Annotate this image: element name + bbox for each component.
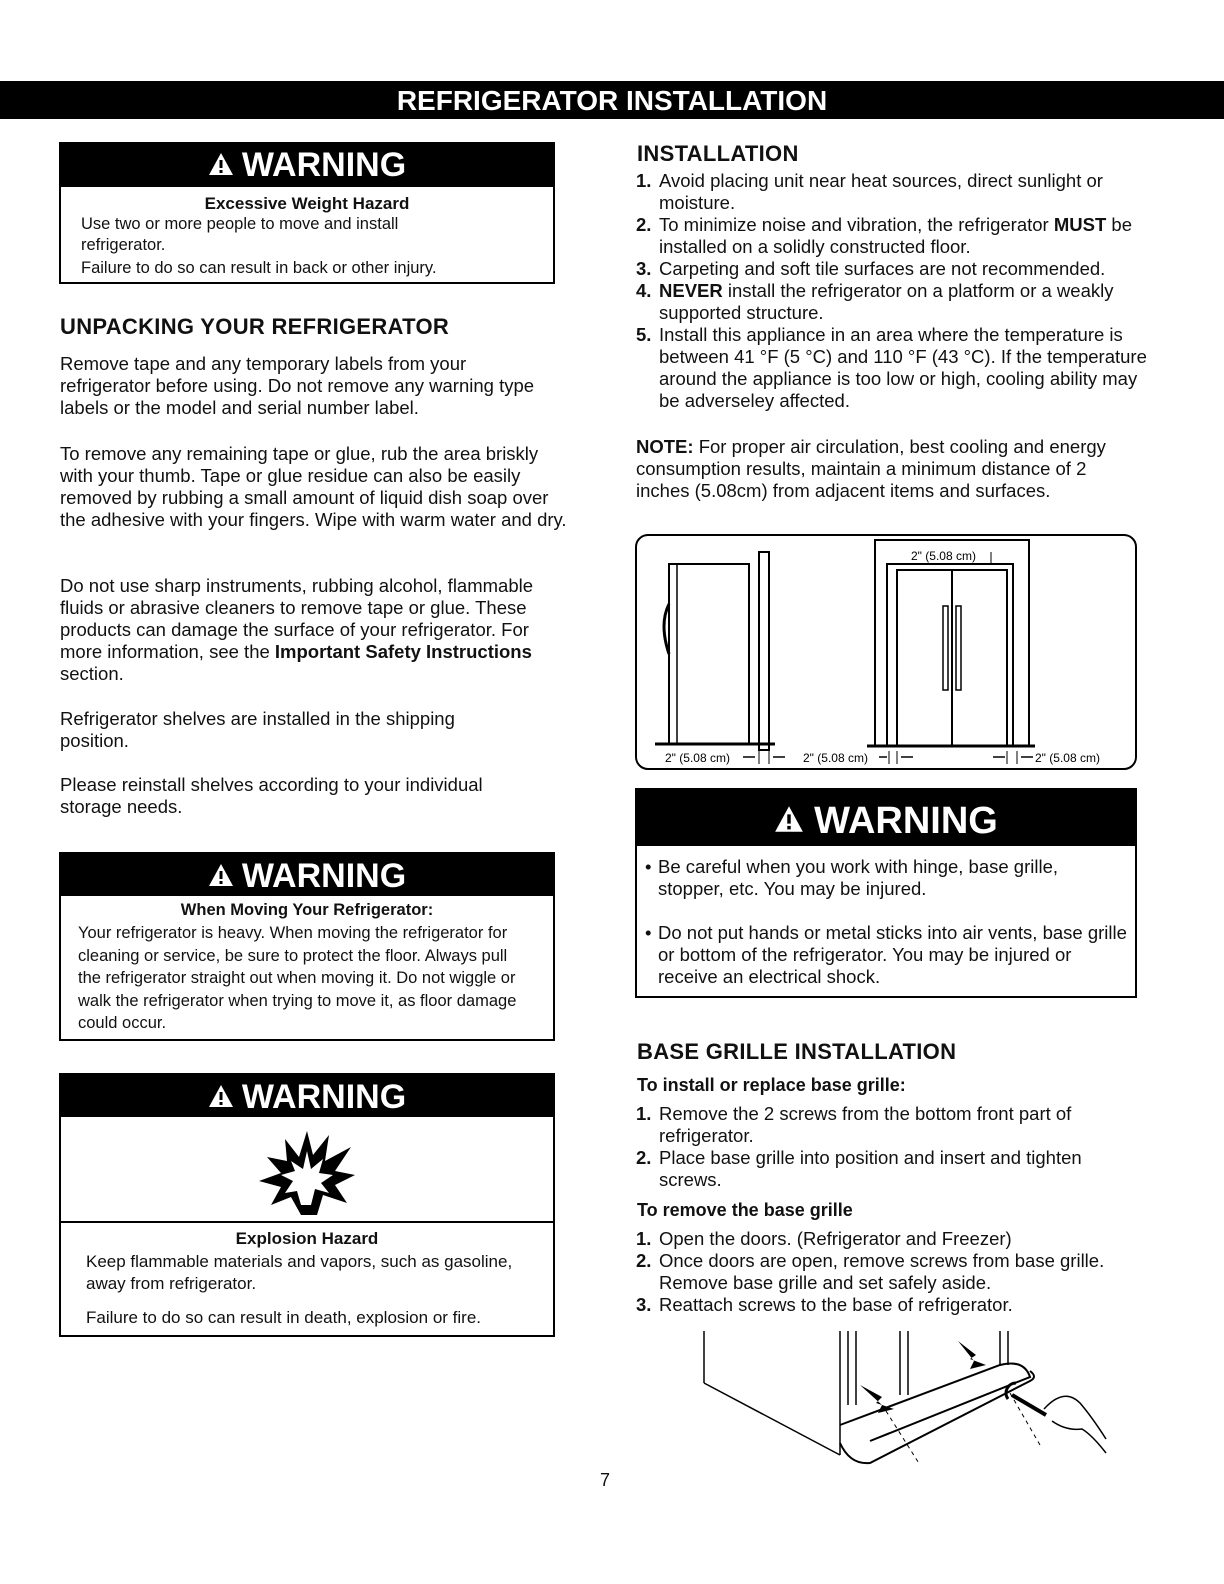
warning-triangle-icon xyxy=(774,805,804,833)
warning-header-text: WARNING xyxy=(241,1078,407,1116)
hand-with-screwdriver-icon xyxy=(1006,1383,1106,1453)
warning-header-text: WARNING xyxy=(241,857,407,895)
warning-title: Excessive Weight Hazard xyxy=(204,194,410,213)
explosion-icon-area xyxy=(61,1117,553,1223)
warning-text: Your refrigerator is heavy. When moving the refrigerator for cleaning or service, be sure to protect the floor. Always pull the refrigerator straight out when moving it. Do not wiggle or walk the refrigerator when trying to move it, as floor damage could occur. xyxy=(78,924,517,1032)
explosion-icon xyxy=(251,1125,361,1217)
clearance-diagram xyxy=(635,534,1137,770)
page-banner: REFRIGERATOR INSTALLATION xyxy=(0,81,1224,119)
list-item: 2. Place base grille into position and insert and tighten screws. xyxy=(636,1147,1082,1190)
fridge-side-view xyxy=(669,564,749,744)
base-grille-heading: BASE GRILLE INSTALLATION xyxy=(637,1039,957,1064)
unpacking-paragraph: Please reinstall shelves according to your individual storage needs. xyxy=(60,774,483,817)
arrow-icon xyxy=(958,1341,986,1369)
list-item: 4. NEVER install the refrigerator on a platform or a weakly supported structure. xyxy=(636,280,1114,323)
safety-instructions-ref: Important Safety Instructions xyxy=(274,641,532,662)
warning-hinge-box xyxy=(635,788,1137,998)
clearance-label-top: 2" (5.08 cm) xyxy=(911,549,976,563)
unpacking-paragraph: Refrigerator shelves are installed in the shipping position. xyxy=(60,708,455,751)
unpacking-paragraph: Remove tape and any temporary labels from your refrigerator before using. Do not remove any warning type labels or the model and serial number label. xyxy=(60,353,535,418)
list-item: 1. Remove the 2 screws from the bottom front part of refrigerator. xyxy=(636,1103,1072,1146)
install-grille-steps xyxy=(636,1103,1126,1191)
list-item: 5. Install this appliance in an area where the temperature is between 41 °F (5 °C) and 110 °F (43 °C). If the temperature around the appliance is too low or high, cooling ability may be adverseley affected. xyxy=(636,324,1147,411)
clearance-label-mid: 2" (5.08 cm) xyxy=(803,751,868,765)
warning-moving-box xyxy=(59,852,555,1041)
warning-title: When Moving Your Refrigerator: xyxy=(180,901,434,919)
list-item: 3. Carpeting and soft tile surfaces are not recommended. xyxy=(636,258,1106,279)
installation-note: NOTE: For proper air circulation, best cooling and energy consumption results, maintain a minimum distance of 2 inches (5.08cm) from adjacent items and surfaces. xyxy=(636,436,1106,501)
warning-text: Use two or more people to move and install refrigerator. xyxy=(81,215,399,254)
list-item: 1. Avoid placing unit near heat sources, direct sunlight or moisture. xyxy=(636,170,1103,213)
list-item: 2. Once doors are open, remove screws from base grille. Remove base grille and set safely aside. xyxy=(636,1250,1105,1293)
warning-triangle-icon xyxy=(208,152,234,176)
warning-text: Failure to do so can result in back or other injury. xyxy=(81,259,437,277)
remove-grille-steps xyxy=(636,1228,1116,1316)
list-item: 1. Open the doors. (Refrigerator and Freezer) xyxy=(636,1228,1012,1249)
warning-text: Keep flammable materials and vapors, such as gasoline, away from refrigerator. xyxy=(86,1252,513,1293)
installation-steps xyxy=(636,170,1151,412)
warning-header xyxy=(61,1075,553,1117)
install-grille-subheading: To install or replace base grille: xyxy=(637,1075,906,1095)
remove-grille-subheading: To remove the base grille xyxy=(637,1200,853,1220)
unpacking-paragraph: Do not use sharp instruments, rubbing alcohol, flammable fluids or abrasive cleaners to remove tape or glue. These products can damage the surface of your refrigerator. For more information, see the Important Safety Instructions section. xyxy=(60,575,534,684)
warning-title: Explosion Hazard xyxy=(235,1229,379,1248)
unpacking-heading: UNPACKING YOUR REFRIGERATOR xyxy=(60,314,450,339)
warning-header-text: WARNING xyxy=(814,800,998,842)
list-item: 2. To minimize noise and vibration, the refrigerator MUST be installed on a solidly constructed floor. xyxy=(636,214,1132,257)
arrow-icon xyxy=(860,1385,894,1413)
warning-header-text: WARNING xyxy=(241,146,407,184)
warning-triangle-icon xyxy=(208,1084,234,1108)
list-item: • Be careful when you work with hinge, base grille, stopper, etc. You may be injured. xyxy=(645,856,1059,899)
page-number: 7 xyxy=(600,1470,611,1490)
installation-heading: INSTALLATION xyxy=(637,141,799,166)
warning-text: Failure to do so can result in death, explosion or fire. xyxy=(86,1308,481,1327)
list-item: • Do not put hands or metal sticks into air vents, base grille or bottom of the refrigerator. You may be injured or receive an electrical shock. xyxy=(645,922,1127,987)
warning-triangle-icon xyxy=(208,863,234,887)
warning-header xyxy=(61,854,553,896)
warning-weight-box xyxy=(59,142,555,284)
unpacking-paragraph: To remove any remaining tape or glue, rub the area briskly with your thumb. Tape or glue residue can also be easily removed by rubbing a small amount of liquid dish soap over the adhesive with your fingers. Wipe with warm water and dry. xyxy=(60,443,567,530)
warning-header xyxy=(637,790,1135,846)
clearance-label-left: 2" (5.08 cm) xyxy=(665,751,730,765)
warning-header xyxy=(61,144,553,187)
warning-explosion-box xyxy=(59,1073,555,1337)
base-grille-illustration xyxy=(700,1325,1110,1475)
list-item: 3. Reattach screws to the base of refrigerator. xyxy=(636,1294,1013,1315)
clearance-label-right: 2" (5.08 cm) xyxy=(1035,751,1100,765)
